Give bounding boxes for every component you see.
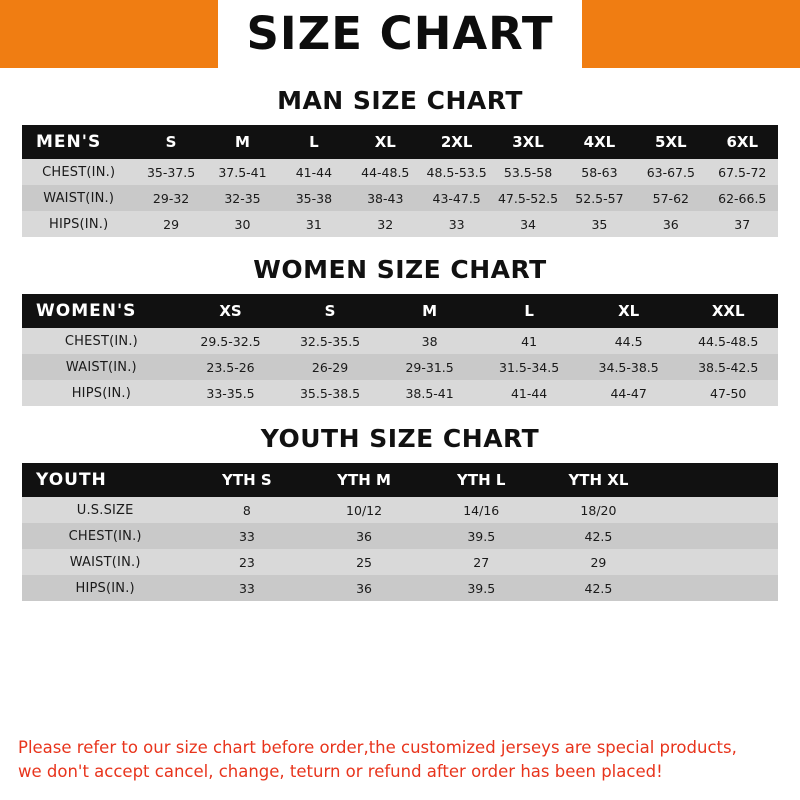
table-cell-empty: [657, 549, 778, 575]
section-title-youth: YOUTH SIZE CHART: [260, 424, 540, 453]
table-cell: 29: [590, 554, 607, 570]
table-cell: 58-63: [581, 164, 618, 180]
table-cell: 35-37.5: [146, 164, 196, 180]
table-cell: 57-62: [652, 190, 689, 206]
table-cell: 44.5: [614, 333, 643, 349]
column-header: 5XL: [655, 133, 687, 151]
footer-note: [18, 736, 782, 784]
table-cell: 53.5-58: [503, 164, 553, 180]
footer-note-line-2: we don't accept cancel, change, teturn or refund after order has been placed!: [18, 762, 663, 782]
header-banner: [0, 0, 800, 68]
footer-note-container: [0, 726, 800, 800]
section-title-women: WOMEN SIZE CHART: [253, 255, 547, 284]
table-cell-empty: [657, 523, 778, 549]
table-cell: 37.5-41: [218, 164, 267, 180]
table-cell: 29-32: [152, 190, 190, 206]
table-cell: 63-67.5: [646, 164, 695, 180]
table-header-row: [22, 463, 778, 497]
table-row: [22, 497, 778, 523]
table-cell: 38.5-42.5: [698, 359, 759, 375]
row-label: CHEST(IN.): [68, 528, 142, 544]
table-cell: 37: [734, 216, 751, 232]
table-cell: 41-44: [295, 164, 333, 180]
table-cell: 38.5-41: [405, 385, 454, 401]
section-women: [0, 237, 800, 406]
row-label: WAIST(IN.): [65, 359, 137, 375]
table-cell: 30: [234, 216, 251, 232]
table-cell: 41-44: [510, 385, 548, 401]
table-cell: 18/20: [580, 502, 617, 518]
table-cell: 36: [356, 580, 373, 596]
table-cell: 38: [421, 333, 438, 349]
column-header-rowlabel: WOMEN'S: [36, 301, 137, 321]
footer-note-line-1: Please refer to our size chart before order,the customized jerseys are special products,: [18, 738, 737, 758]
column-header: 4XL: [583, 133, 616, 151]
column-header: XS: [219, 302, 242, 320]
table-cell: 23: [238, 554, 255, 570]
banner-accent-right: [582, 0, 800, 68]
table-row: [22, 354, 778, 380]
row-label: HIPS(IN.): [75, 580, 135, 596]
column-header: L: [524, 302, 534, 320]
table-cell: 33: [238, 528, 255, 544]
table-cell: 32: [377, 216, 394, 232]
table-row: [22, 549, 778, 575]
table-cell: 10/12: [346, 502, 383, 518]
table-youth-sizes: [22, 463, 778, 601]
section-man: [0, 68, 800, 237]
table-row: [22, 575, 778, 601]
table-cell: 8: [242, 502, 251, 518]
table-cell: 27: [473, 554, 490, 570]
column-header: L: [309, 133, 319, 151]
row-label: WAIST(IN.): [69, 554, 141, 570]
section-youth: [0, 406, 800, 601]
table-women-sizes: [22, 294, 778, 406]
column-header-empty: [657, 463, 778, 497]
table-cell: 44.5-48.5: [698, 333, 759, 349]
table-cell: 42.5: [584, 580, 613, 596]
column-header: 2XL: [440, 133, 473, 151]
column-header: M: [422, 302, 438, 320]
table-cell: 36: [356, 528, 373, 544]
table-cell: 43-47.5: [432, 190, 481, 206]
table-cell: 32.5-35.5: [299, 333, 361, 349]
column-header: YTH S: [222, 471, 272, 489]
table-cell: 31.5-34.5: [499, 359, 560, 375]
table-cell: 31: [305, 216, 322, 232]
column-header-rowlabel: YOUTH: [36, 470, 107, 490]
row-label: HIPS(IN.): [71, 385, 132, 401]
table-row: [22, 380, 778, 406]
column-header: YTH XL: [568, 471, 629, 489]
table-header-row: [22, 294, 778, 328]
table-cell: 44-48.5: [361, 164, 410, 180]
column-header: S: [165, 133, 177, 151]
table-row: [22, 185, 778, 211]
row-label: CHEST(IN.): [64, 333, 138, 349]
table-cell: 32-35: [224, 190, 261, 206]
table-cell: 34.5-38.5: [598, 359, 659, 375]
table-cell: 29.5-32.5: [200, 333, 261, 349]
table-cell: 33: [238, 580, 255, 596]
table-cell: 23.5-26: [206, 359, 255, 375]
table-cell: 36: [662, 216, 679, 232]
row-label: WAIST(IN.): [43, 190, 115, 206]
table-row: [22, 159, 778, 185]
row-label: HIPS(IN.): [49, 216, 109, 232]
column-header: XXL: [711, 302, 745, 320]
section-title-man: MAN SIZE CHART: [277, 86, 523, 115]
table-cell: 26-29: [311, 359, 349, 375]
row-label: U.S.SIZE: [76, 502, 134, 518]
column-header: M: [235, 133, 250, 151]
table-cell: 48.5-53.5: [426, 164, 487, 180]
table-cell: 35: [591, 216, 608, 232]
column-header: XL: [618, 302, 640, 320]
table-cell: 29: [163, 216, 180, 232]
table-cell: 47-50: [710, 385, 747, 401]
banner-accent-left: [0, 0, 218, 68]
column-header: 3XL: [512, 133, 544, 151]
table-cell: 44-47: [610, 385, 647, 401]
table-cell: 52.5-57: [575, 190, 624, 206]
table-cell-empty: [657, 575, 778, 601]
table-cell: 35.5-38.5: [299, 385, 361, 401]
table-cell: 39.5: [467, 580, 496, 596]
table-header-row: [22, 125, 778, 159]
table-cell-empty: [657, 497, 778, 523]
table-cell: 39.5: [467, 528, 496, 544]
table-man-sizes: [22, 125, 778, 237]
row-label: CHEST(IN.): [42, 164, 116, 180]
column-header: YTH L: [457, 471, 506, 489]
table-cell: 14/16: [463, 502, 500, 518]
table-row: [22, 328, 778, 354]
table-cell: 35-38: [295, 190, 333, 206]
table-row: [22, 523, 778, 549]
column-header-rowlabel: MEN'S: [36, 132, 102, 152]
table-cell: 41: [521, 333, 538, 349]
table-cell: 67.5-72: [718, 164, 767, 180]
table-cell: 47.5-52.5: [497, 190, 559, 206]
column-header: 6XL: [726, 133, 759, 151]
table-cell: 33: [448, 216, 465, 232]
table-cell: 62-66.5: [718, 190, 767, 206]
table-cell: 29-31.5: [405, 359, 454, 375]
column-header: YTH M: [337, 471, 391, 489]
table-cell: 42.5: [584, 528, 613, 544]
table-row: [22, 211, 778, 237]
table-cell: 25: [356, 554, 373, 570]
table-cell: 38-43: [367, 190, 404, 206]
table-cell: 34: [520, 216, 536, 232]
table-cell: 33-35.5: [206, 385, 255, 401]
column-header: S: [324, 302, 336, 320]
page-title: SIZE CHART: [232, 0, 567, 68]
column-header: XL: [374, 133, 396, 151]
